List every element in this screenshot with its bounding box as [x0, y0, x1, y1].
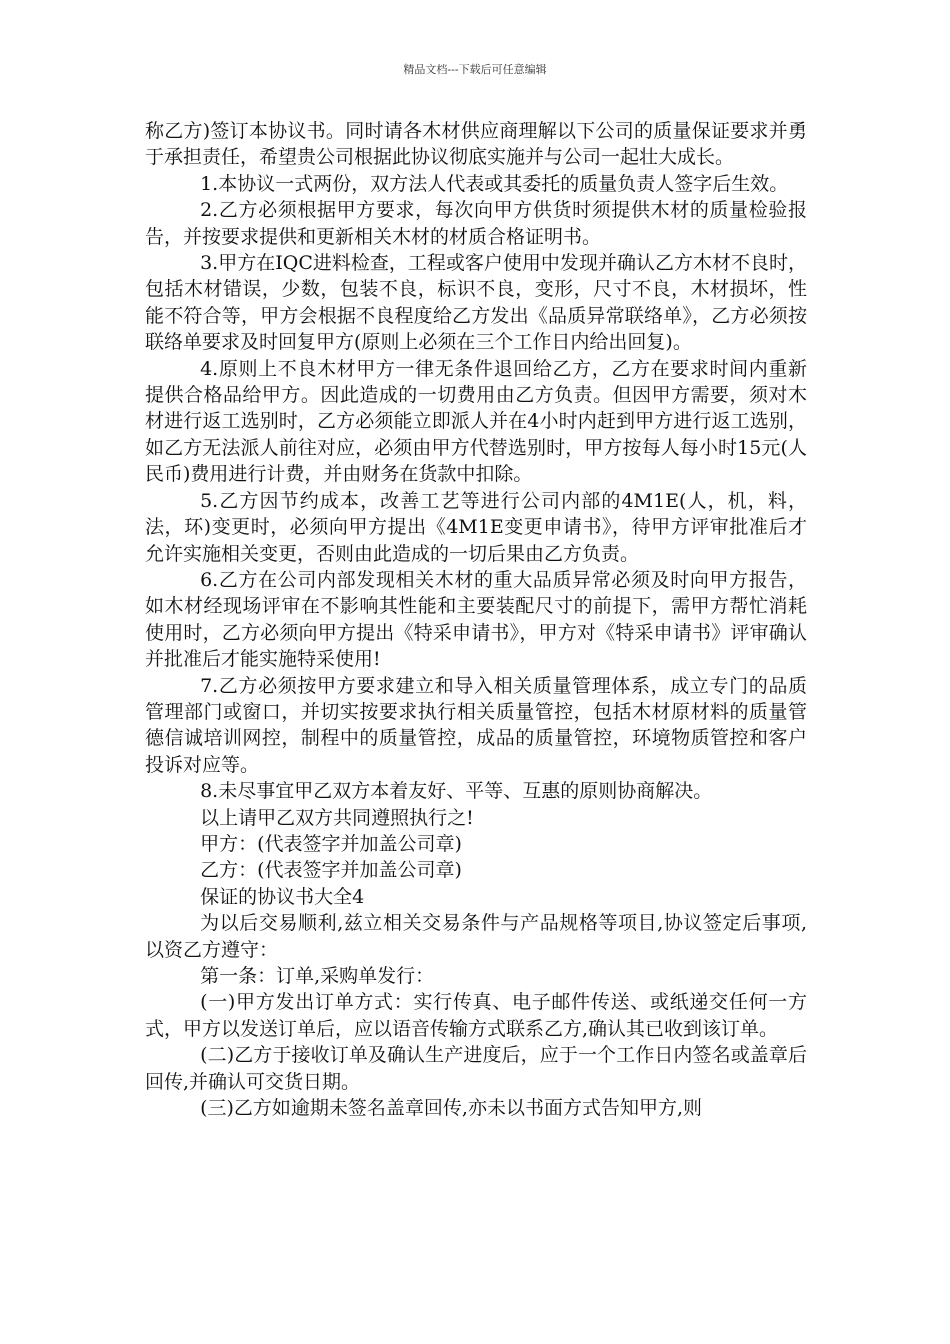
paragraph-clause-1: 1.本协议一式两份，双方法人代表或其委托的质量负责人签字后生效。	[200, 172, 789, 195]
article-1-heading: 第一条：订单,采购单发行：	[200, 965, 435, 987]
paragraph-clause-8: 8.未尽事宜甲乙双方本着友好、平等、互惠的原则协商解决。	[200, 780, 713, 803]
paragraph-closing: 以上请甲乙双方共同遵照执行之!	[200, 806, 474, 829]
article-1-item-2: (二)乙方于接收订单及确认生产进度后，应于一个工作日内签名或盖章后回传,并确认可交货日期。	[145, 1044, 807, 1093]
paragraph-clause-3: 3.甲方在IQC进料检查，工程或客户使用中发现并确认乙方木材不良时，包括木材错误，少数，包装不良，标识不良，变形，尺寸不良，木材损坏，性能不符合等，甲方会根据不良程度给乙方发出《品质异常联络单》，乙方必须按联络单要求及时回复甲方(原则上必须在三个工作日内给出回复)。	[145, 252, 807, 354]
document-body	[145, 118, 807, 1121]
paragraph-clause-7: 7.乙方必须按甲方要求建立和导入相关质量管理体系，成立专门的品质管理部门或窗口，并切实按要求执行相关质量管控，包括木材原材料的质量管德信诚培训网控，制程中的质量管控，成品的质量管控，环境物质管控和客户投诉对应等。	[145, 674, 807, 776]
page-header: 精品文档---下载后可任意编辑	[403, 63, 547, 76]
paragraph-clause-5: 5.乙方因节约成本，改善工艺等进行公司内部的4M1E(人，机，料，法，环)变更时，必须向甲方提出《4M1E变更申请书》，待甲方评审批准后才允许实施相关变更，否则由此造成的一切后果由乙方负责。	[145, 489, 807, 565]
article-1-item-1: (一)甲方发出订单方式：实行传真、电子邮件传送、或纸递交任何一方式，甲方以发送订单后，应以语音传输方式联系乙方,确认其已收到该订单。	[145, 991, 807, 1040]
paragraph-clause-4: 4.原则上不良木材甲方一律无条件退回给乙方，乙方在要求时间内重新提供合格品给甲方。因此造成的一切费用由乙方负责。但因甲方需要，须对木材进行返工选别时，乙方必须能立即派人并在4小时内赶到甲方进行返工选别，如乙方无法派人前往对应，必须由甲方代替选别时，甲方按每人每小时15元(人民币)费用进行计费，并由财务在货款中扣除。	[145, 357, 807, 486]
paragraph-intro: 称乙方)签订本协议书。同时请各木材供应商理解以下公司的质量保证要求并勇于承担责任，希望贵公司根据此协议彻底实施并与公司一起壮大成长。	[145, 120, 807, 169]
section-heading: 保证的协议书大全4	[200, 885, 365, 908]
paragraph-clause-2: 2.乙方必须根据甲方要求，每次向甲方供货时须提供木材的质量检验报告，并按要求提供和更新相关木材的材质合格证明书。	[145, 199, 807, 248]
signature-party-a: 甲方：(代表签字并加盖公司章)	[200, 832, 462, 855]
article-1-item-3: (三)乙方如逾期未签名盖章回传,亦未以书面方式告知甲方,则	[200, 1097, 702, 1120]
signature-party-b: 乙方：(代表签字并加盖公司章)	[200, 859, 462, 882]
paragraph-clause-6: 6.乙方在公司内部发现相关木材的重大品质异常必须及时向甲方报告，如木材经现场评审在不影响其性能和主要装配尺寸的前提下，需甲方帮忙消耗使用时，乙方必须向甲方提出《特采申请书》，甲方对《特采申请书》评审确认并批准后才能实施特采使用!	[145, 568, 807, 671]
paragraph-preamble: 为以后交易顺利,兹立相关交易条件与产品规格等项目,协议签定后事项,以资乙方遵守：	[145, 912, 807, 961]
